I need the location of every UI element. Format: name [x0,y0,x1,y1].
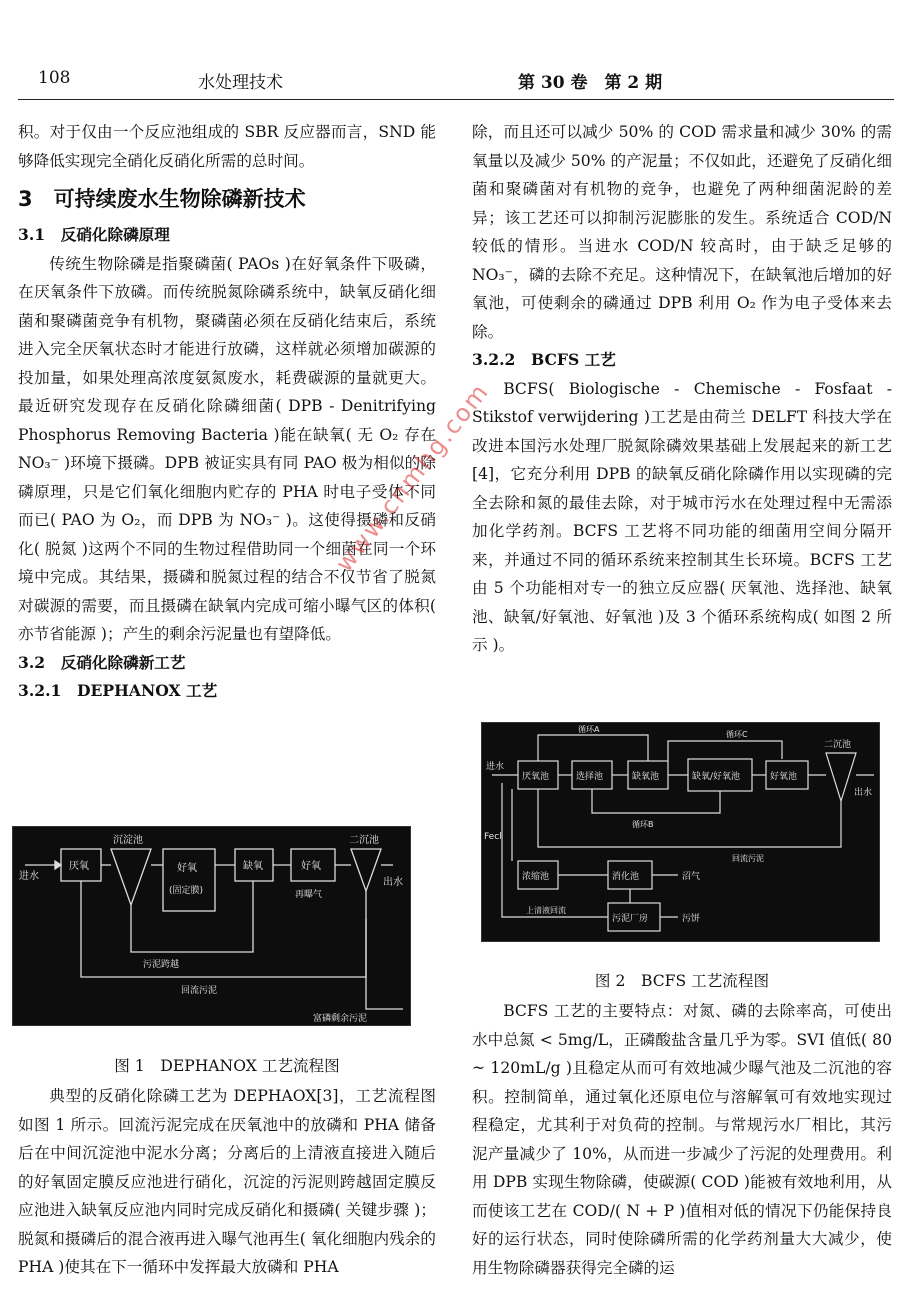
fig2-thickener: 浓缩池 [522,872,550,882]
journal-name: 水处理技术 [198,73,283,93]
fig2-anoxic: 缺氧池 [632,772,660,782]
fig1-fixed-film: (固定膜) [169,886,204,896]
paragraph: 传统生物除磷是指聚磷菌( PAOs )在好氧条件下吸磷，在厌氧条件下放磷。而传统脱氮除磷系统中，缺氧反硝化细菌和聚磷菌竞争有机物，聚磷菌必须在反硝化结束后，系统进入完全厌氧状态时才能进行放磷，这样就必须增加碳源的投加量，如果处理高浓度氨氮废水，耗费碳源的量就更大。最近研究发现存在反硝化除磷细菌( DPB - Denitrifying Phosphorus Removing Bacteria )能在缺氧( 无 O₂ 存在 NO₃⁻ )环境下摄磷。DPB 被证实具有同 PAO 极为相似的除磷原理，只是它们氧化细胞内贮存的 PHA 时电子受体不同而已( PAO 为 O₂，而 DPB 为 NO₃⁻ )。这使得摄磷和反硝化( 脱氮 )这两个不同的生物过程借助同一个细菌在同一个环境中完成。其结果，摄磷和脱氮过程的结合不仅节省了脱氮对碳源的需要，而且摄磷在缺氧内完成可缩小曝气区的体积( 亦节省能源 )；产生的剩余污泥量也有望降低。 [18,254,436,643]
fig2-biogas: 沼气 [682,872,701,882]
figure-2-caption: 图 2 BCFS 工艺流程图 [594,972,770,990]
subsection-heading-3-2-1: 3.2.1 DEPHANOX 工艺 [18,681,218,700]
fig2-clarifier: 二沉池 [824,740,852,750]
fig2-loop-a: 循环A [578,725,600,734]
volume-issue: 第 30 卷 第 2 期 [518,73,663,93]
fig2-cake: 污饼 [682,914,701,924]
fig1-aerobic-2: 好氧 [301,861,321,872]
fig2-anaerobic: 厌氧池 [522,772,550,782]
fig1-outlet: 出水 [383,877,403,888]
fig2-aerobic: 好氧池 [770,772,798,782]
fig1-excess: 富磷剩余污泥 [313,1014,368,1024]
fig1-inlet: 进水 [19,871,39,882]
fig1-anoxic: 缺氧 [243,861,263,872]
fig2-sludge-house: 污泥厂房 [612,914,649,924]
figure-2-bcfs [481,722,880,942]
fig1-aerobic: 好氧 [177,863,197,874]
subsection-heading-3-2-2: 3.2.2 BCFS 工艺 [472,350,616,369]
figure-1-caption: 图 1 DEPHANOX 工艺流程图 [114,1057,340,1075]
fig1-return: 回流污泥 [181,986,218,996]
fig1-bypass: 污泥跨越 [143,960,180,970]
left-column-upper [18,118,436,706]
subsection-heading-3-1: 3.1 反硝化除磷原理 [18,225,170,244]
subsection-heading-3-2: 3.2 反硝化除磷新工艺 [18,652,186,672]
fig1-reaeration: 再曝气 [295,890,323,900]
paragraph: BCFS( Biologische - Chemische - Fosfaat - Stikstof verwijdering )工艺是由荷兰 DELFT 科技大学在改进本国污水处理厂脱氮除磷效果基础上发展起来的新工艺[4]，它充分利用 DPB 的缺氧反硝化除磷作用以实现磷的完全去除和氮的最佳去除，对于城市污水在处理过程中无需添加化学药剂。BCFS 工艺将不同功能的细菌用空间分隔开来，并通过不同的循环系统来控制其生长环境。BCFS 工艺由 5 个功能相对专一的独立反应器( 厌氧池、选择池、缺氧池、缺氧/好氧池、好氧池 )及 3 个循环系统构成( 如图 2 所示 )。 [472,379,892,654]
fig1-settler: 沉淀池 [113,835,143,846]
left-column-lower [18,1082,436,1282]
header-rule [18,99,894,100]
paragraph: 典型的反硝化除磷工艺为 DEPHAOX[3]，工艺流程图如图 1 所示。回流污泥完成在厌氧池中的放磷和 PHA 储备后在中间沉淀池中泥水分离；分离后的上清液直接进入随后的好氧固定膜反应池进行硝化，沉淀的污泥则跨越固定膜反应池进入缺氧反应池内同时完成反硝化和摄磷( 关键步骤 )；脱氮和摄磷后的混合液再进入曝气池再生( 氧化细胞内残余的 PHA )使其在下一循环中发挥最大放磷和 PHA [18,1087,436,1276]
fig2-supernatant: 上清液回流 [526,906,566,915]
fig2-anoxic-aerobic: 缺氧/好氧池 [692,772,741,782]
fig1-clarifier: 二沉池 [349,835,379,846]
fig2-return: 回流污泥 [732,854,764,863]
figure-1-dephanox [12,826,411,1026]
fig2-loop-c: 循环C [726,730,748,739]
paragraph: 积。对于仅由一个反应池组成的 SBR 反应器而言，SND 能够降低实现完全硝化反硝化所需的总时间。 [18,123,436,170]
fig2-selector: 选择池 [576,772,604,782]
paragraph: BCFS 工艺的主要特点：对氮、磷的去除率高，可使出水中总氮 < 5mg/L，正磷酸盐含量几乎为零。SVI 值低( 80 ~ 120mL/g )且稳定从而可有效地减少曝气池及二沉池的容积。控制简单，通过氧化还原电位与溶解氧可有效地实现过程稳定，尤其利于对负荷的控制。与常规污水厂相比，其污泥产量减少了 10%，从而进一步减少了污泥的处理费用。利用 DPB 实现生物除磷，使碳源( COD )能被有效地利用，从而使该工艺在 COD/( N + P )值相对低的情况下仍能保持良好的运行状态，同时使除磷所需的化学药剂量大大减少，使用生物除磷器获得完全磷的运 [472,1002,892,1277]
right-column-lower [472,997,892,1282]
section-heading-3: 3 可持续废水生物除磷新技术 [18,187,306,211]
fig2-fecl: Fecl [484,832,502,842]
watermark: www.cnmhg.com [330,377,495,578]
page-number: 108 [38,68,71,88]
fig1-anaerobic: 厌氧 [69,861,89,872]
fig2-loop-b: 循环B [632,820,654,829]
fig2-inlet: 进水 [486,762,505,772]
fig2-outlet: 出水 [854,788,873,798]
paragraph: 除，而且还可以减少 50% 的 COD 需求量和减少 30% 的需氧量以及减少 50% 的产泥量；不仅如此，还避免了反硝化细菌和聚磷菌对有机物的竞争，也避免了两种细菌泥龄的差异；该工艺还可以抑制污泥膨胀的发生。系统适合 COD/N 较低的情形。当进水 COD/N 较高时，由于缺乏足够的 NO₃⁻，磷的去除不充足。这种情况下，在缺氧池后增加的好氧池，可使剩余的磷通过 DPB 利用 O₂ 作为电子受体来去除。 [472,123,892,341]
fig2-digester: 消化池 [612,872,640,882]
right-column-upper [472,118,892,660]
